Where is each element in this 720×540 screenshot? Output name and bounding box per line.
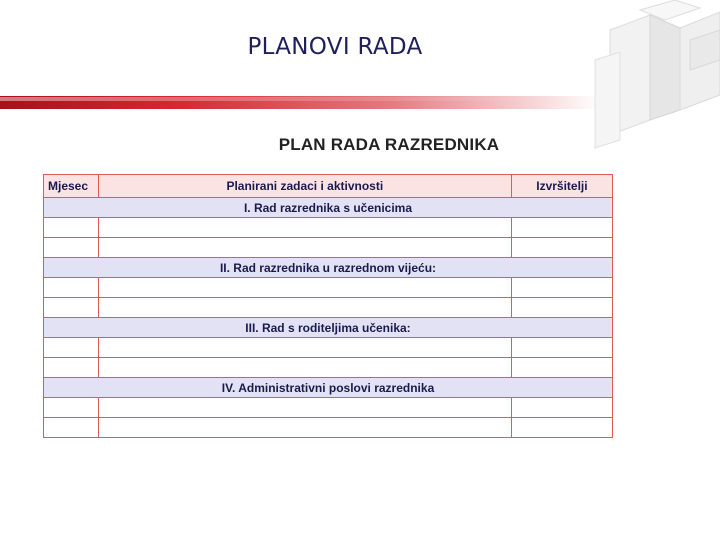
section-label: IV. Administrativni poslovi razrednika	[44, 378, 613, 398]
table-row	[44, 398, 613, 418]
plan-table	[43, 174, 613, 438]
cell-executors	[511, 238, 612, 258]
table-row	[44, 298, 613, 318]
cell-tasks	[98, 418, 511, 438]
cell-month	[44, 238, 99, 258]
table-row	[44, 418, 613, 438]
table-row	[44, 278, 613, 298]
table-row	[44, 358, 613, 378]
cell-executors	[511, 218, 612, 238]
cell-month	[44, 298, 99, 318]
title-underline-shine	[0, 97, 560, 101]
cell-month	[44, 398, 99, 418]
header-executors: Izvršitelji	[511, 175, 612, 198]
cell-tasks	[98, 278, 511, 298]
table-row	[44, 218, 613, 238]
section-row	[44, 378, 613, 398]
cell-tasks	[98, 338, 511, 358]
cell-executors	[511, 338, 612, 358]
cell-executors	[511, 358, 612, 378]
cell-month	[44, 358, 99, 378]
table-row	[44, 338, 613, 358]
header-month: Mjesec	[44, 175, 99, 198]
cell-executors	[511, 418, 612, 438]
document-heading: PLAN RADA RAZREDNIKA	[278, 135, 500, 154]
cell-tasks	[98, 358, 511, 378]
cell-executors	[511, 298, 612, 318]
section-row	[44, 198, 613, 218]
cell-month	[44, 418, 99, 438]
cell-tasks	[98, 218, 511, 238]
cell-tasks	[98, 398, 511, 418]
header-tasks: Planirani zadaci i aktivnosti	[98, 175, 511, 198]
table-header-row	[44, 175, 613, 198]
slide-title: PLANOVI RADA	[247, 34, 423, 60]
section-label: II. Rad razrednika u razrednom vijeću:	[44, 258, 613, 278]
cell-month	[44, 338, 99, 358]
cell-month	[44, 278, 99, 298]
cell-executors	[511, 398, 612, 418]
cell-month	[44, 218, 99, 238]
decorative-3d-blocks	[580, 0, 720, 150]
section-label: I. Rad razrednika s učenicima	[44, 198, 613, 218]
cell-executors	[511, 278, 612, 298]
cell-tasks	[98, 238, 511, 258]
table-row	[44, 238, 613, 258]
section-row	[44, 258, 613, 278]
section-label: III. Rad s roditeljima učenika:	[44, 318, 613, 338]
section-row	[44, 318, 613, 338]
cell-tasks	[98, 298, 511, 318]
